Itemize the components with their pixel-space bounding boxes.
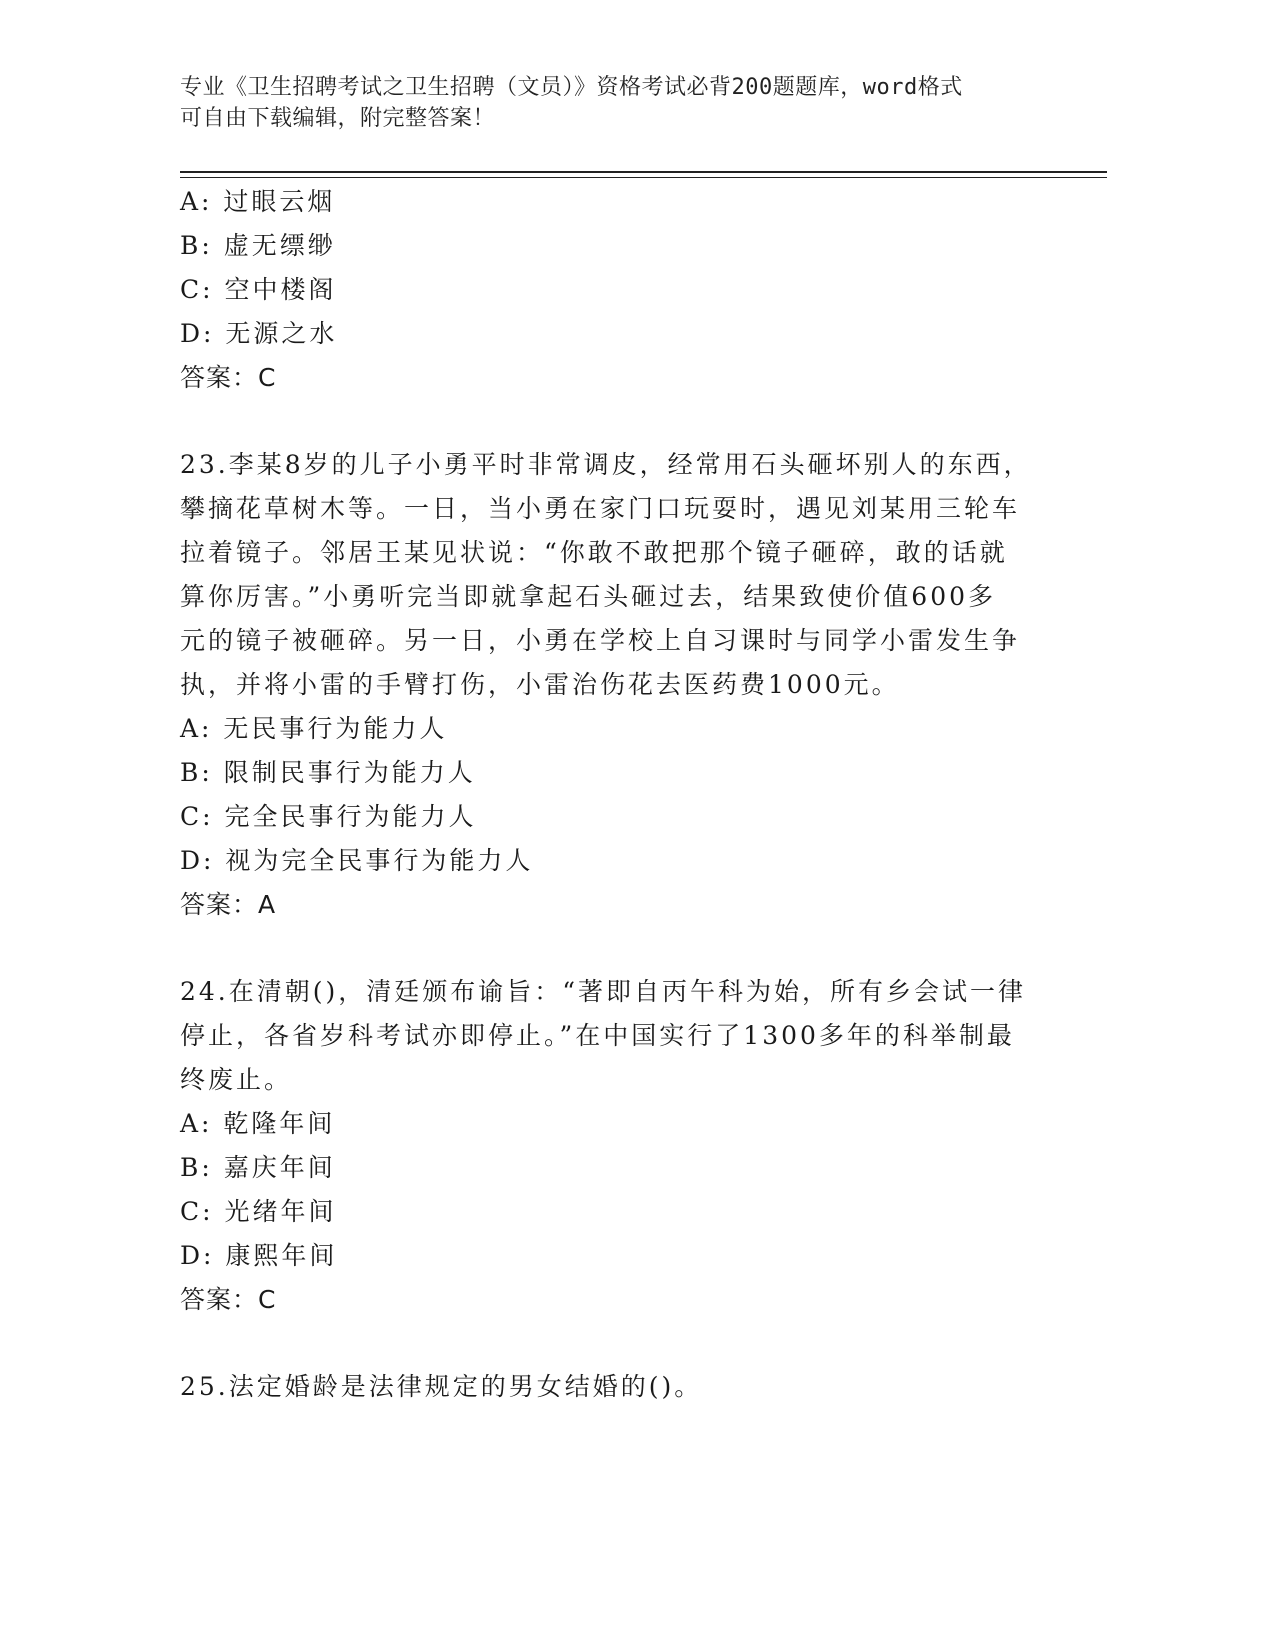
header-line-1: 专业《卫生招聘考试之卫生招聘（文员）》资格考试必背200题题库，word格式 xyxy=(180,75,963,100)
question-22 xyxy=(180,180,1040,400)
question-spacer xyxy=(180,400,1040,443)
option-d: D: 视为完全民事行为能力人 xyxy=(180,846,534,875)
question-spacer xyxy=(180,1322,1040,1365)
option-b: B: 虚无缥缈 xyxy=(180,231,336,260)
option-a: A: 过眼云烟 xyxy=(180,187,336,216)
document-header xyxy=(180,72,1040,134)
option-d: D: 康熙年间 xyxy=(180,1241,338,1270)
answer-line: 答案：C xyxy=(180,1285,277,1314)
question-stem-line: 24.在清朝()，清廷颁布谕旨：“著即自丙午科为始，所有乡会试一律 xyxy=(180,977,1027,1006)
question-23 xyxy=(180,443,1040,927)
answer-line: 答案：A xyxy=(180,890,277,919)
option-c: C: 光绪年间 xyxy=(180,1197,337,1226)
question-25 xyxy=(180,1365,1040,1409)
question-stem-line: 停止，各省岁科考试亦即停止。”在中国实行了1300多年的科举制最 xyxy=(180,1021,1015,1050)
question-stem-line: 算你厉害。”小勇听完当即就拿起石头砸过去，结果致使价值600多 xyxy=(180,582,997,611)
question-stem-line: 拉着镜子。邻居王某见状说：“你敢不敢把那个镜子砸碎，敢的话就 xyxy=(180,538,1008,567)
option-b: B: 限制民事行为能力人 xyxy=(180,758,476,787)
question-stem-line: 终废止。 xyxy=(180,1065,293,1094)
question-list xyxy=(180,180,1040,1409)
option-a: A: 乾隆年间 xyxy=(180,1109,336,1138)
option-c: C: 空中楼阁 xyxy=(180,275,337,304)
question-stem-line: 23.李某8岁的儿子小勇平时非常调皮，经常用石头砸坏别人的东西， xyxy=(180,450,1032,479)
question-stem-line: 元的镜子被砸碎。另一日，小勇在学校上自习课时与同学小雷发生争 xyxy=(180,626,1021,655)
option-d: D: 无源之水 xyxy=(180,319,338,348)
option-b: B: 嘉庆年间 xyxy=(180,1153,336,1182)
header-divider-thin xyxy=(180,177,1107,178)
question-stem-line: 执，并将小雷的手臂打伤，小雷治伤花去医药费1000元。 xyxy=(180,670,900,699)
header-divider-thick xyxy=(180,171,1107,173)
option-a: A: 无民事行为能力人 xyxy=(180,714,448,743)
question-spacer xyxy=(180,927,1040,970)
question-stem-line: 攀摘花草树木等。一日，当小勇在家门口玩耍时，遇见刘某用三轮车 xyxy=(180,494,1021,523)
question-24 xyxy=(180,970,1040,1322)
question-stem-line: 25.法定婚龄是法律规定的男女结婚的()。 xyxy=(180,1372,703,1401)
option-c: C: 完全民事行为能力人 xyxy=(180,802,477,831)
header-line-2: 可自由下载编辑，附完整答案！ xyxy=(180,106,496,131)
answer-line: 答案：C xyxy=(180,363,277,392)
